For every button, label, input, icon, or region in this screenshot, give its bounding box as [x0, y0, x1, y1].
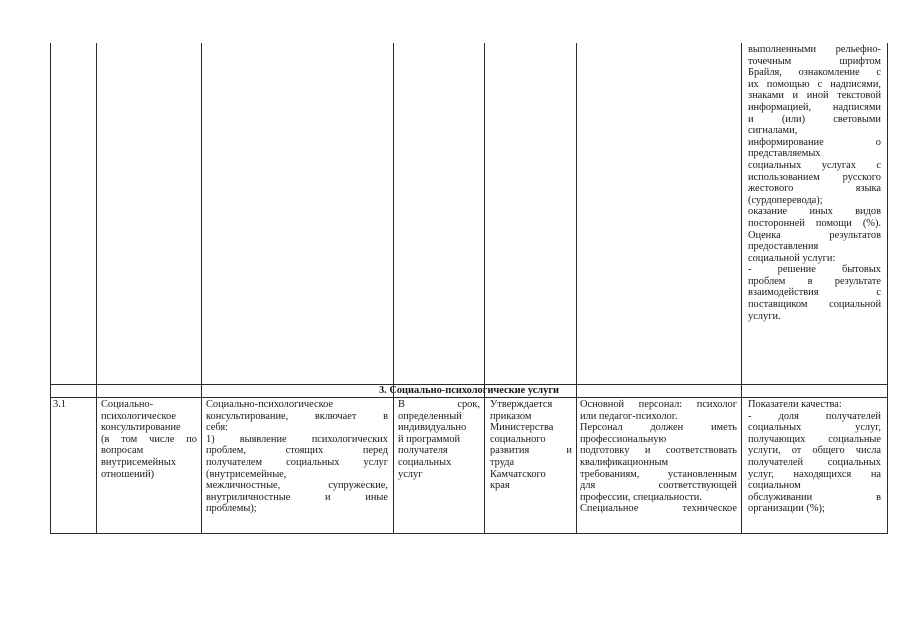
text-line: жестового языка [748, 183, 881, 195]
text-line: профессиональную [580, 433, 667, 445]
text-line: получающих социальные [748, 433, 881, 445]
text-line: знаками и иной текстовой [748, 90, 881, 102]
text-line: консультирование [101, 422, 181, 434]
text-line: приказом [490, 410, 532, 422]
text-line: края [490, 480, 510, 492]
text-line: социальной услуги: [748, 252, 836, 264]
text-line: социального [490, 433, 546, 445]
text-line: себя: [206, 422, 229, 434]
text-line: Утверждается [490, 399, 553, 410]
text-line: консультирование, включает в [206, 410, 388, 422]
text-line: внутрисемейных [101, 456, 176, 468]
quality-indicators-continued-cell [748, 44, 881, 322]
text-line: выполненными рельефно- [748, 44, 881, 55]
text-line: профессии, специальности. [580, 491, 702, 503]
table-border-left [50, 43, 51, 534]
service-description-cell [206, 399, 388, 515]
text-line: внутриличностные и иные [206, 491, 388, 503]
text-line: социальных [398, 456, 452, 468]
text-line: Камчатского [490, 468, 546, 480]
text-line: взаимодействия с [748, 287, 881, 299]
text-line: труда [490, 456, 515, 468]
section-heading: 3. Социально-психологические услуги [378, 385, 560, 396]
section-heading-bottom-rule [50, 397, 888, 398]
service-name-cell [101, 399, 197, 480]
text-line: услуги, от общего числа [748, 445, 881, 457]
text-line: организации (%); [748, 503, 825, 515]
text-line: - решение бытовых [748, 264, 881, 276]
text-line: требованиям, установленным [580, 468, 737, 480]
text-line: получателем социальных услуг [206, 456, 388, 468]
text-line: их помощью с надписями, [748, 78, 881, 90]
row-number-cell: 3.1 [53, 399, 66, 410]
text-line: проблем в результате [748, 275, 881, 287]
text-line: информацией, надписями [748, 101, 881, 113]
text-line: проблемы); [206, 503, 257, 515]
text-line: (внутрисемейные, [206, 468, 287, 480]
text-line: (в том числе по [101, 433, 197, 445]
text-line: (сурдоперевода); [748, 194, 823, 206]
text-line: и (или) световыми [748, 113, 881, 125]
text-line: посторонней помощи (%). [748, 217, 881, 229]
text-line: 1) выявление психологических [206, 433, 388, 445]
text-line: услуги. [748, 310, 781, 322]
table-border-right [887, 43, 888, 534]
column-divider-4 [484, 43, 485, 534]
text-line: определенный [398, 410, 462, 422]
service-cost-cell [490, 399, 572, 492]
text-line: точечным шрифтом [748, 55, 881, 67]
text-line: Показатели качества: [748, 399, 842, 410]
text-line: Социально-психологическое [206, 399, 334, 410]
text-line: информирование о [748, 136, 881, 148]
text-line: - доля получателей [748, 410, 881, 422]
text-line: В срок, [398, 399, 480, 410]
text-line: обслуживании в [748, 491, 881, 503]
text-line: Брайля, ознакомление с [748, 67, 881, 79]
column-divider-2 [201, 43, 202, 534]
column-divider-3 [393, 43, 394, 534]
text-line: квалификационным [580, 456, 669, 468]
text-line: сигналами, [748, 125, 798, 137]
quality-indicators-cell [748, 399, 881, 515]
text-line: проблем, стоящих перед [206, 445, 388, 457]
text-line: представляемых [748, 148, 821, 160]
column-divider-6 [741, 43, 742, 534]
text-line: психологическое [101, 410, 176, 422]
column-divider-5 [576, 43, 577, 534]
column-divider-1 [96, 43, 97, 534]
text-line: отношений) [101, 468, 155, 480]
text-line: индивидуально [398, 422, 467, 434]
text-line: получателя [398, 445, 448, 457]
text-line: социальном [748, 480, 801, 492]
text-line: Персонал должен иметь [580, 422, 737, 434]
text-line: подготовку и соответствовать [580, 445, 737, 457]
text-line: оказание иных видов [748, 206, 881, 218]
text-line: Основной персонал: психолог [580, 399, 737, 410]
text-line: получателей социальных [748, 456, 881, 468]
table-bottom-rule [50, 533, 888, 534]
text-line: предоставления [748, 241, 819, 253]
text-line: Министерства [490, 422, 554, 434]
text-line: вопросам [101, 445, 144, 457]
text-line: использованием русского [748, 171, 881, 183]
text-line: й программой [398, 433, 461, 445]
text-line: межличностные, супружеские, [206, 480, 388, 492]
text-line: услуг, находящихся на [748, 468, 881, 480]
text-line: развития и [490, 445, 572, 457]
text-line: для соответствующей [580, 480, 737, 492]
text-line: социальных услугах с [748, 159, 881, 171]
text-line: Оценка результатов [748, 229, 881, 241]
text-line: поставщиком социальной [748, 299, 881, 311]
text-line: или педагог-психолог. [580, 410, 678, 422]
text-line: услуг [398, 468, 423, 480]
service-conditions-cell [580, 399, 737, 515]
text-line: социальных услуг, [748, 422, 881, 434]
text-line: Социально- [101, 399, 154, 410]
text-line: Специальное техническое [580, 503, 737, 515]
service-term-cell [398, 399, 480, 480]
